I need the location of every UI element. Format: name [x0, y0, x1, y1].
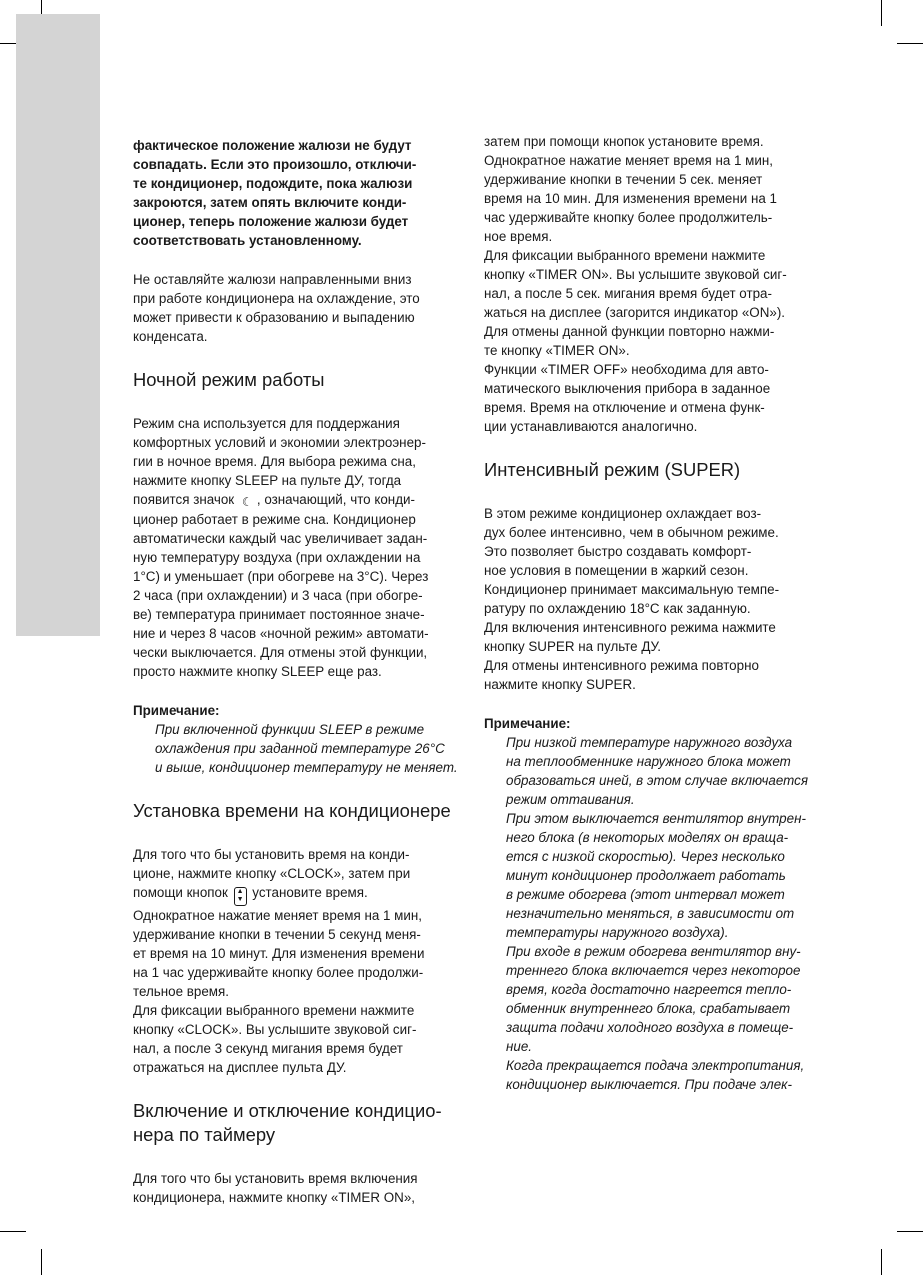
text-line: жаться на дисплее (загорится индикатор «ON»). — [484, 305, 786, 320]
text-line: совпадать. Если это произошло, отключи- — [133, 157, 417, 172]
text-line: незначительно меняться, в зависимости от — [506, 906, 795, 921]
timer-paragraph — [133, 1169, 463, 1207]
text-line: Включение и отключение кондицио- — [133, 1100, 442, 1121]
text-line: затем при помощи кнопок установите время. — [484, 134, 764, 149]
sleep-moon-icon: ☾ — [242, 495, 253, 509]
text-line: те кондиционер, подождите, пока жалюзи — [133, 176, 413, 191]
text-line: ное время. — [484, 229, 553, 244]
text-line: ционе, нажмите кнопку «CLOCK», затем при — [133, 866, 411, 881]
text-line: удерживание кнопки в течении 5 секунд меня- — [133, 927, 421, 942]
text-line: треннего блока включается через некоторое — [506, 963, 801, 978]
text-line: ве) температура принимает постоянное значе- — [133, 607, 425, 622]
text-line: В этом режиме кондиционер охлаждает воз- — [484, 506, 762, 521]
left-column — [133, 136, 463, 1207]
text-line: в режиме обогрева (этот интервал может — [506, 887, 785, 902]
text-line: ную температуру воздуха (при охлаждении на — [133, 550, 421, 565]
text-line: нажмите кнопку SUPER. — [484, 677, 636, 692]
clock-paragraph — [133, 845, 463, 1077]
text-line: Режим сна используется для поддержания — [133, 416, 400, 431]
text-line: минут кондиционер продолжает работать — [506, 868, 786, 883]
text-line: время, когда достаточно нагреется тепло- — [506, 982, 792, 997]
text-line: При входе в режим обогрева вентилятор вну- — [506, 944, 801, 959]
text-line: Функции «TIMER OFF» необходима для авто- — [484, 362, 769, 377]
text-line: При низкой температуре наружного воздуха — [506, 735, 793, 750]
text-line: на теплообменнике наружного блока может — [506, 754, 791, 769]
text-line: Для фиксации выбранного времени нажмите — [484, 248, 766, 263]
text-line: кондиционера, нажмите кнопку «TIMER ON», — [133, 1190, 416, 1205]
text-line: Однократное нажатие меняет время на 1 мин, — [133, 908, 422, 923]
text-line: ции устанавливаются аналогично. — [484, 419, 698, 434]
text-line: ется с низкой скоростью). Через несколько — [506, 849, 785, 864]
text-line: закроются, затем опять включите конди- — [133, 195, 407, 210]
super-mode-heading: Интенсивный режим (SUPER) — [484, 459, 741, 480]
crop-mark — [897, 43, 923, 44]
text-line: температуры наружного воздуха). — [506, 925, 729, 940]
text-line: отражаться на дисплее пульта ДУ. — [133, 1060, 347, 1075]
text-line: просто нажмите кнопку SLEEP еще раз. — [133, 664, 382, 679]
text-line: фактическое положение жалюзи не будут — [133, 138, 412, 153]
night-icon-after-text: , означающий, что конди- — [256, 492, 415, 507]
text-line: нал, а после 5 сек. мигания время будет отра- — [484, 286, 772, 301]
page-side-tab — [16, 14, 100, 636]
text-line: кнопку «TIMER ON». Вы услышите звуковой сиг- — [484, 267, 787, 282]
text-line: ние и через 8 часов «ночной режим» автомати- — [133, 626, 429, 641]
text-line: те кнопку «TIMER ON». — [484, 343, 630, 358]
text-line: 2 часа (при охлаждении) и 3 часа (при обогре- — [133, 588, 423, 603]
text-line: ное условия в помещении в жаркий сезон. — [484, 563, 749, 578]
text-line: и выше, кондиционер температуру не меняет. — [155, 760, 458, 775]
timer-continued-paragraph — [484, 132, 814, 436]
text-line: чески выключается. Для отмены этой функции, — [133, 645, 428, 660]
super-mode-paragraph — [484, 504, 814, 694]
text-line: ционер работает в режиме сна. Кондиционер — [133, 512, 416, 527]
text-line: нал, а после 3 секунд мигания время будет — [133, 1041, 403, 1056]
crop-mark — [897, 1231, 923, 1232]
text-line: обменник внутреннего блока, срабатывает — [506, 1001, 791, 1016]
text-line: на 1 час удерживайте кнопку более продолжи- — [133, 965, 424, 980]
text-line: может привести к образованию и выпадению — [133, 310, 415, 325]
text-line: кондиционер выключается. При подаче элек- — [506, 1077, 792, 1092]
crop-mark — [0, 1231, 26, 1232]
note-title: Примечание: — [484, 716, 571, 731]
crop-mark — [881, 1249, 882, 1275]
text-line: тельное время. — [133, 984, 229, 999]
clock-heading: Установка времени на кондиционере — [133, 800, 451, 821]
right-column — [484, 132, 814, 1094]
text-line: Однократное нажатие меняет время на 1 мин, — [484, 153, 773, 168]
text-line: ционер, теперь положение жалюзи будет — [133, 214, 409, 229]
crop-mark — [881, 0, 882, 26]
text-line: Когда прекращается подача электропитания, — [506, 1058, 805, 1073]
text-line: образоваться иней, в этом случае включается — [506, 773, 809, 788]
text-line: Не оставляйте жалюзи направленными вниз — [133, 272, 412, 287]
text-line: кнопку SUPER на пульте ДУ. — [484, 639, 662, 654]
text-line: Это позволяет быстро создавать комфорт- — [484, 544, 752, 559]
clock-icon-after-text: установите время. — [252, 885, 368, 900]
warning-paragraph — [133, 270, 463, 346]
text-line: При включенной функции SLEEP в режиме — [155, 722, 425, 737]
text-line: комфортных условий и экономии электроэнер- — [133, 435, 426, 450]
text-line: дух более интенсивно, чем в обычном режиме. — [484, 525, 779, 540]
note-body — [133, 720, 463, 777]
text-line: матического выключения прибора в заданное — [484, 381, 771, 396]
intro-paragraph — [133, 136, 463, 250]
text-line: при работе кондиционера на охлаждение, это — [133, 291, 420, 306]
text-line: него блока (в некоторых моделях он враща- — [506, 830, 789, 845]
text-line: Для того что бы установить время включения — [133, 1171, 418, 1186]
text-line: Для включения интенсивного режима нажмите — [484, 620, 776, 635]
text-line: гии в ночное время. Для выбора режима сна, — [133, 454, 416, 469]
text-line: Для фиксации выбранного времени нажмите — [133, 1003, 415, 1018]
timer-heading — [133, 1099, 463, 1147]
text-line: ратуру по охлаждению 18°С как заданную. — [484, 601, 751, 616]
text-line: кнопку «CLOCK». Вы услышите звуковой сиг- — [133, 1022, 417, 1037]
crop-mark — [41, 1249, 42, 1275]
text-line: нажмите кнопку SLEEP на пульте ДУ, тогда — [133, 473, 402, 488]
text-line: конденсата. — [133, 329, 208, 344]
text-line: защита подачи холодного воздуха в помеще- — [506, 1020, 794, 1035]
text-line: время. Время на отключение и отмена функ- — [484, 400, 765, 415]
text-line: 1°С) и уменьшает (при обогреве на 3°С). Через — [133, 569, 429, 584]
text-line: время на 10 мин. Для изменения времени на 1 — [484, 191, 777, 206]
text-line: автоматически каждый час увеличивает задан- — [133, 531, 428, 546]
note-title: Примечание: — [133, 703, 220, 718]
text-line: Кондиционер принимает максимальную темпе- — [484, 582, 780, 597]
up-down-arrows-icon: ▲ ▼ — [234, 887, 247, 906]
text-line: нера по таймеру — [133, 1124, 276, 1145]
text-line: ние. — [506, 1039, 532, 1054]
night-icon-before-text: появится значок — [133, 492, 235, 507]
text-line: Для отмены интенсивного режима повторно — [484, 658, 759, 673]
night-mode-paragraph — [133, 414, 463, 681]
text-line: соответствовать установленному. — [133, 233, 362, 248]
text-line: режим оттаивания. — [506, 792, 635, 807]
text-line: охлаждения при заданной температуре 26°С — [155, 741, 445, 756]
night-mode-heading: Ночной режим работы — [133, 369, 325, 390]
note-body — [484, 733, 814, 1094]
text-line: Для отмены данной функции повторно нажми- — [484, 324, 775, 339]
text-line: удерживание кнопки в течении 5 сек. меняет — [484, 172, 763, 187]
text-line: час удерживайте кнопку более продолжитель- — [484, 210, 773, 225]
clock-icon-before-text: помощи кнопок — [133, 885, 228, 900]
text-line: ет время на 10 минут. Для изменения времени — [133, 946, 425, 961]
text-line: Для того что бы установить время на конди- — [133, 847, 410, 862]
text-line: При этом выключается вентилятор внутрен- — [506, 811, 806, 826]
